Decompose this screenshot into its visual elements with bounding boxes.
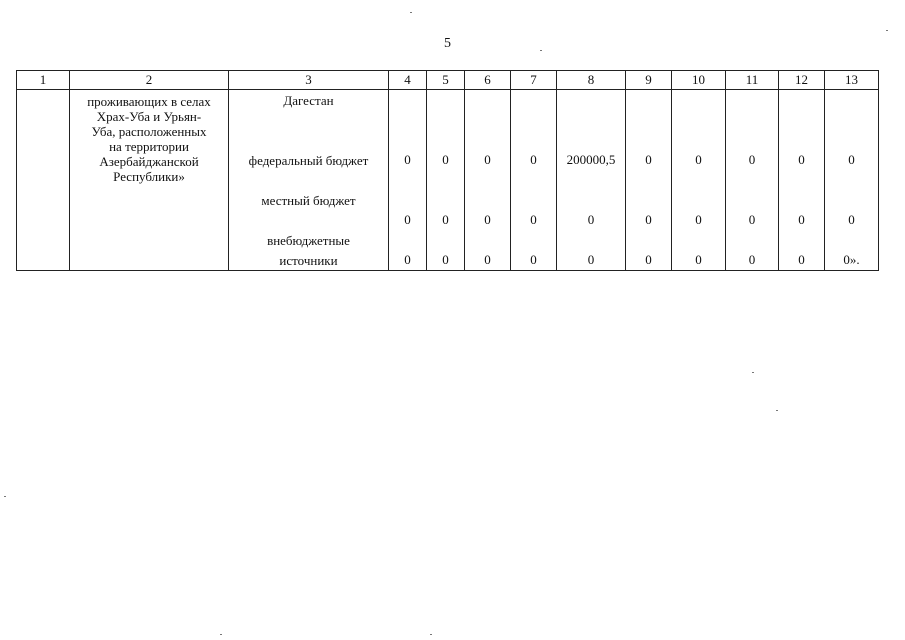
description-line: Уба, расположенных [91,124,207,139]
source-label: местный бюджет [261,193,356,208]
value-extra: 0 [645,252,652,267]
scan-speck [410,12,412,13]
column-header: 11 [726,71,779,90]
value-extra: 0 [530,252,537,267]
value-local: 0 [530,212,537,227]
value-federal: 0 [530,152,537,167]
value-extra: 0 [484,252,491,267]
description-line: проживающих в селах [87,94,211,109]
scan-speck [430,634,432,635]
value-federal: 0 [748,152,756,167]
column-header: 12 [779,71,825,90]
source-label: федеральный бюджет [248,153,369,168]
cell-values [389,90,427,271]
source-label: внебюджетные [267,233,350,248]
cell-values [672,90,726,271]
value-federal: 0 [484,152,491,167]
value-extra: 0 [587,252,595,267]
cell-values [825,90,879,271]
description-line: Азербайджанской [99,154,199,169]
scan-speck [4,496,6,497]
column-header: 13 [825,71,879,90]
column-header: 5 [427,71,465,90]
scan-speck [776,410,778,411]
value-federal: 0 [404,152,411,167]
value-extra: 0 [442,252,449,267]
cell-values [427,90,465,271]
value-extra: 0 [798,252,805,267]
page-number: 5 [444,36,451,51]
header-row [17,71,879,90]
column-header: 7 [511,71,557,90]
column-header: 1 [17,71,70,90]
value-extra: 0 [695,252,702,267]
cell-values [779,90,825,271]
value-local: 0 [695,212,702,227]
column-header: 2 [70,71,229,90]
value-federal: 0 [695,152,702,167]
value-federal: 0 [798,152,805,167]
scan-speck [886,30,888,31]
scan-speck [752,372,754,373]
cell-values [557,90,626,271]
value-federal: 0 [442,152,449,167]
column-header: 9 [626,71,672,90]
value-extra: 0». [843,252,860,267]
value-extra: 0 [748,252,756,267]
description-line: на территории [109,139,189,154]
cell-description [70,90,229,271]
source-label: Дагестан [283,93,334,108]
value-federal: 0 [848,152,855,167]
column-header: 10 [672,71,726,90]
value-local: 0 [442,212,449,227]
value-local: 0 [404,212,411,227]
source-label: источники [279,253,338,268]
cell-values [511,90,557,271]
description-line: Храх-Уба и Урьян- [96,109,202,124]
value-federal: 0 [645,152,652,167]
value-local: 0 [587,212,595,227]
cell-funding-sources [229,90,389,271]
column-header: 3 [229,71,389,90]
budget-table [16,70,879,271]
value-extra: 0 [404,252,411,267]
cell-values [465,90,511,271]
cell-values [626,90,672,271]
value-local: 0 [748,212,756,227]
column-header: 4 [389,71,427,90]
value-federal: 200000,5 [566,152,616,167]
cell-values [726,90,779,271]
value-local: 0 [798,212,805,227]
table-row [17,90,879,271]
scan-speck [540,50,542,51]
description-line: Республики» [113,169,185,184]
value-local: 0 [484,212,491,227]
cell-number [17,90,70,271]
scan-speck [220,634,222,635]
column-header: 6 [465,71,511,90]
value-local: 0 [848,212,855,227]
column-header: 8 [557,71,626,90]
value-local: 0 [645,212,652,227]
